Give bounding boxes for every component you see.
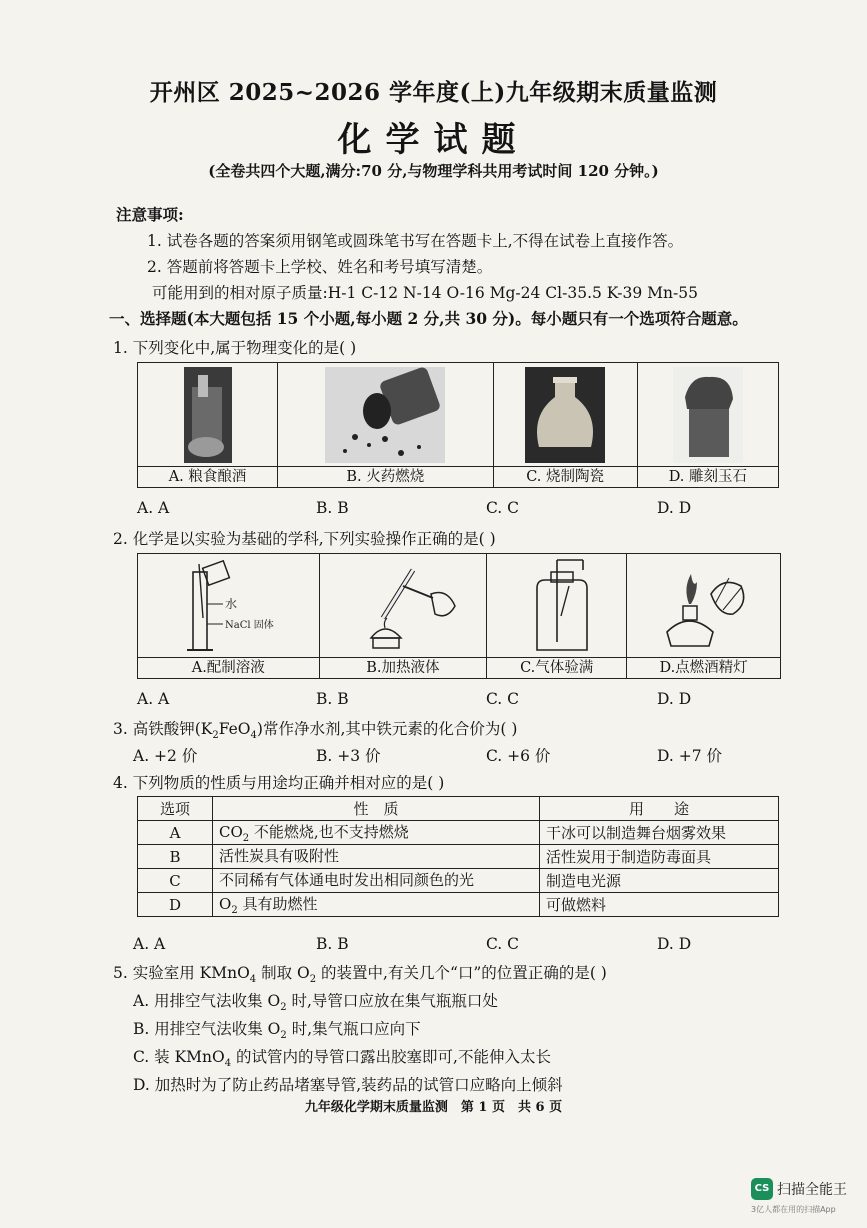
- q1-figure-a: [138, 363, 278, 467]
- q2-option-b[interactable]: B. B: [316, 690, 349, 708]
- q4-row-key: D: [138, 893, 213, 917]
- grain-wine-photo: [184, 367, 232, 463]
- q1-figure-table: [137, 362, 779, 488]
- q1-figure-d: [637, 363, 778, 467]
- nacl-label: NaCl 固体: [225, 619, 275, 631]
- q1-option-c[interactable]: C. C: [486, 499, 520, 517]
- q4-row-key: B: [138, 845, 213, 869]
- q2-figure-b: [319, 554, 487, 658]
- q4-option-a[interactable]: A. A: [133, 935, 166, 953]
- q2-option-a[interactable]: A. A: [137, 690, 170, 708]
- q1-stem: 1. 下列变化中,属于物理变化的是( ): [113, 339, 357, 357]
- note-item-2: 2. 答题前将答题卡上学校、姓名和考号填写清楚。: [147, 258, 493, 276]
- q4-option-d[interactable]: D. D: [657, 935, 692, 953]
- table-row: [138, 869, 779, 893]
- water-label: 水: [225, 596, 238, 611]
- q1-caption-c: C. 烧制陶瓷: [493, 467, 637, 488]
- table-row: [138, 893, 779, 917]
- exam-subtitle: (全卷共四个大题,满分:70 分,与物理学科共用考试时间 120 分钟。): [208, 162, 659, 180]
- q4-row-use: 干冰可以制造舞台烟雾效果: [540, 821, 779, 845]
- q4-row-use: 制造电光源: [540, 869, 779, 893]
- jade-carving-photo: [673, 367, 743, 463]
- light-alcohol-lamp-drawing: [649, 558, 759, 654]
- table-row: [138, 845, 779, 869]
- notes-heading: 注意事项:: [116, 205, 184, 224]
- gas-full-test-drawing: [507, 558, 607, 654]
- q4-header-property: 性 质: [213, 797, 540, 821]
- q4-header-use: 用 途: [540, 797, 779, 821]
- note-item-1: 1. 试卷各题的答案须用钢笔或圆珠笔书写在答题卡上,不得在试卷上直接作答。: [147, 232, 684, 250]
- q2-option-d[interactable]: D. D: [657, 690, 692, 708]
- q1-option-d[interactable]: D. D: [657, 499, 692, 517]
- q4-header-option: 选项: [138, 797, 213, 821]
- page-footer: 九年级化学期末质量监测 第 1 页 共 6 页: [304, 1100, 563, 1115]
- q2-caption-a: A.配制溶液: [138, 658, 320, 679]
- q4-option-b[interactable]: B. B: [316, 935, 349, 953]
- q4-row-property: $O_2$ 具有助燃性: [213, 893, 540, 917]
- q2-caption-c: C.气体验满: [487, 658, 627, 679]
- q2-figure-a: [138, 554, 320, 658]
- q1-caption-d: D. 雕刻玉石: [637, 467, 778, 488]
- q1-figure-c: [493, 363, 637, 467]
- q4-row-property: 活性炭具有吸附性: [213, 845, 540, 869]
- subject-title: 化学试题: [337, 120, 530, 160]
- q1-caption-a: A. 粮食酿酒: [138, 467, 278, 488]
- q5-option-b[interactable]: B. 用排空气法收集 $O_2$ 时,集气瓶口应向下: [133, 1020, 421, 1042]
- q3-stem: 3. 高铁酸钾$(K_2FeO_4)$常作净水剂,其中铁元素的化合价为( ): [113, 720, 518, 742]
- q5-option-c[interactable]: C. 装 KMnO$_4$ 的试管内的导管口露出胶塞即可,不能伸入太长: [133, 1048, 551, 1070]
- gunpowder-photo: [325, 367, 445, 463]
- q4-row-property: 不同稀有气体通电时发出相同颜色的光: [213, 869, 540, 893]
- q4-row-key: A: [138, 821, 213, 845]
- q4-stem: 4. 下列物质的性质与用途均正确并相对应的是( ): [113, 774, 445, 792]
- q2-figure-c: [487, 554, 627, 658]
- q1-caption-b: B. 火药燃烧: [278, 467, 493, 488]
- q3-option-b[interactable]: B. +3 价: [316, 747, 381, 765]
- q2-caption-b: B.加热液体: [319, 658, 487, 679]
- heating-liquid-drawing: [343, 558, 463, 654]
- exam-title: 开州区 2025~2026 学年度(上)九年级期末质量监测: [149, 79, 718, 106]
- q3-option-c[interactable]: C. +6 价: [486, 747, 551, 765]
- section1-heading: 一、选择题(本大题包括 15 个小题,每小题 2 分,共 30 分)。每小题只有一个选项符合题意。: [109, 309, 748, 328]
- camscanner-logo-icon: CS: [751, 1178, 773, 1200]
- q5-stem: 5. 实验室用 KMnO$_4$ 制取 $O_2$ 的装置中,有关几个“口”的位置正确的是( ): [113, 964, 607, 986]
- q4-row-key: C: [138, 869, 213, 893]
- q5-option-a[interactable]: A. 用排空气法收集 $O_2$ 时,导管口应放在集气瓶瓶口处: [133, 992, 498, 1014]
- scanner-tagline: 3亿人都在用的扫描App: [751, 1205, 836, 1214]
- q4-row-use: 可做燃料: [540, 893, 779, 917]
- pottery-photo: [525, 367, 605, 463]
- q3-option-d[interactable]: D. +7 价: [657, 747, 723, 765]
- table-row: [138, 821, 779, 845]
- q4-property-table: [137, 796, 779, 917]
- scanner-app-name: 扫描全能王: [777, 1182, 847, 1198]
- q2-figure-d: [627, 554, 781, 658]
- q2-caption-d: D.点燃酒精灯: [627, 658, 781, 679]
- q1-option-b[interactable]: B. B: [316, 499, 349, 517]
- q4-option-c[interactable]: C. C: [486, 935, 520, 953]
- q1-figure-b: [278, 363, 493, 467]
- q3-option-a[interactable]: A. +2 价: [133, 747, 198, 765]
- q5-option-d[interactable]: D. 加热时为了防止药品堵塞导管,装药品的试管口应略向上倾斜: [133, 1076, 563, 1094]
- q2-figure-table: [137, 553, 781, 679]
- q4-row-property: $CO_2$ 不能燃烧,也不支持燃烧: [213, 821, 540, 845]
- q4-row-use: 活性炭用于制造防毒面具: [540, 845, 779, 869]
- atomic-masses: 可能用到的相对原子质量:H-1 C-12 N-14 O-16 Mg-24 Cl-35.5 K-39 Mn-55: [152, 284, 698, 302]
- q1-option-a[interactable]: A. A: [137, 499, 170, 517]
- q2-option-c[interactable]: C. C: [486, 690, 520, 708]
- q2-stem: 2. 化学是以实验为基础的学科,下列实验操作正确的是( ): [113, 530, 496, 548]
- measuring-cylinder-drawing: [163, 558, 293, 654]
